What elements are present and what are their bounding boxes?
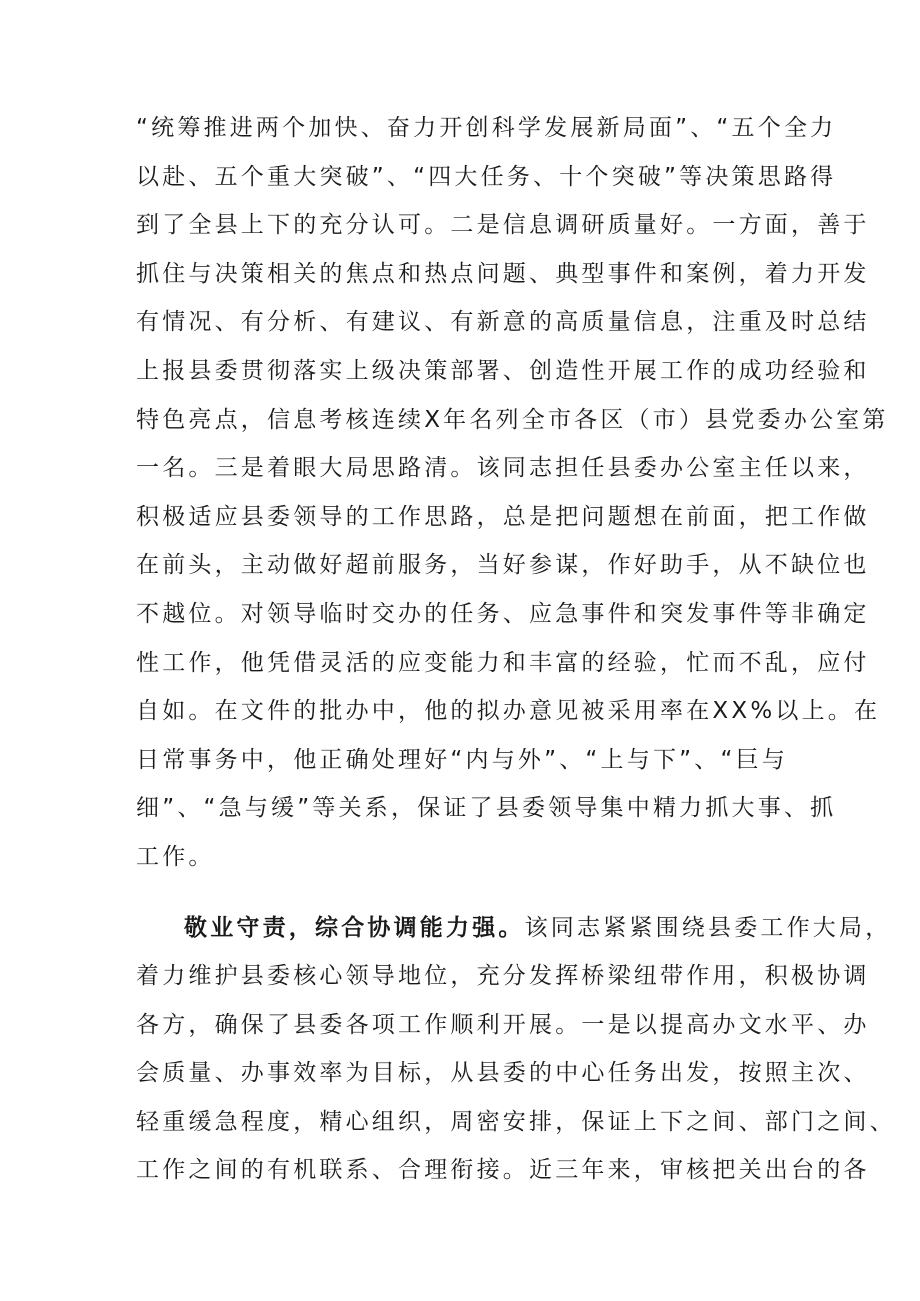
text-line: 积极适应县委领导的工作思路，总是把问题想在前面，把工作做 (136, 503, 870, 530)
paragraph (136, 904, 896, 1196)
text-line: 一名。三是着眼大局思路清。该同志担任县委办公室主任以来， (136, 455, 870, 482)
text-line: 会质量、办事效率为目标，从县委的中心任务出发，按照主次、 (136, 1060, 870, 1087)
text-line: 轻重缓急程度，精心组织，周密安排，保证上下之间、部门之间、 (136, 1108, 896, 1135)
text-line: 工作。 (136, 843, 215, 870)
text-line: 到了全县上下的充分认可。二是信息调研质量好。一方面，善于 (136, 212, 870, 239)
text-line: “统筹推进两个加快、奋力开创科学发展新局面”、“五个全力 (136, 115, 837, 141)
text-line: 性工作，他凭借灵活的应变能力和丰富的经验，忙而不乱，应付 (136, 649, 870, 676)
paragraph-gap (136, 882, 796, 904)
text-line: 日常事务中，他正确处理好“内与外”、“上与下”、“巨与 (136, 746, 788, 773)
text-line: 自如。在文件的批办中，他的拟办意见被采用率在XX%以上。在 (136, 698, 881, 725)
text-line: 以赴、五个重大突破”、“四大任务、十个突破”等决策思路得 (136, 163, 837, 190)
paragraph (136, 104, 889, 882)
document-body (136, 104, 896, 1195)
text-line: 特色亮点，信息考核连续X年名列全市各区（市）县党委办公室第 (136, 406, 889, 433)
text-line: 工作之间的有机联系、合理衔接。近三年来，审核把关出台的各 (136, 1157, 870, 1184)
text-line: 细”、“急与缓”等关系，保证了县委领导集中精力抓大事、抓 (136, 795, 837, 822)
text-line: 各方，确保了县委各项工作顺利开展。一是以提高办文水平、办 (136, 1011, 870, 1038)
text-line: 抓住与决策相关的焦点和热点问题、典型事件和案例，着力开发 (136, 260, 870, 287)
text-line: 在前头，主动做好超前服务，当好参谋，作好助手，从不缺位也 (136, 552, 870, 579)
text-line: 不越位。对领导临时交办的任务、应急事件和突发事件等非确定 (136, 600, 870, 627)
text-line (136, 904, 892, 953)
text-line: 上报县委贯彻落实上级决策部署、创造性开展工作的成功经验和 (136, 357, 870, 384)
paragraph-text: 该同志紧紧围绕县委工作大局， (524, 914, 892, 941)
text-line: 有情况、有分析、有建议、有新意的高质量信息，注重及时总结 (136, 309, 870, 336)
paragraph-heading: 敬业守责，综合协调能力强。 (184, 914, 525, 941)
text-line: 着力维护县委核心领导地位，充分发挥桥梁纽带作用，积极协调 (136, 963, 870, 990)
